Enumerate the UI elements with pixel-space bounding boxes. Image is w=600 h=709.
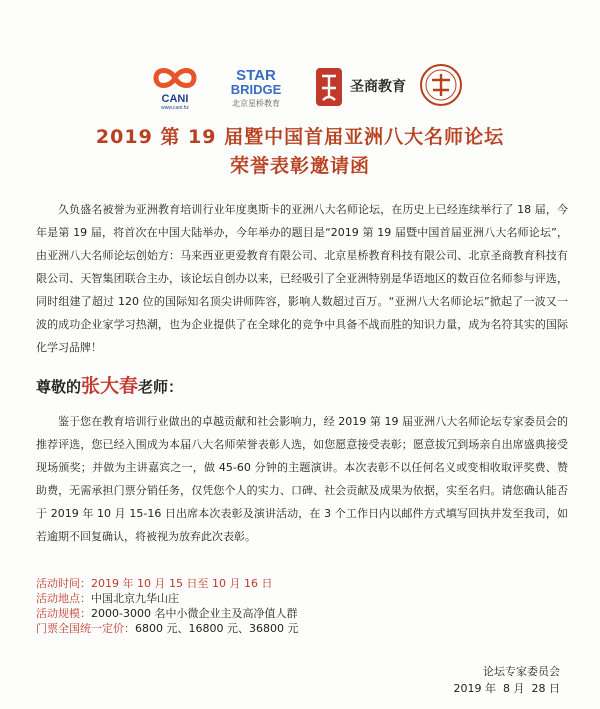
event-ticket-label: 门票全国统一定价： bbox=[36, 622, 135, 635]
event-scale-row bbox=[36, 606, 298, 621]
signature-org: 论坛专家委员会 bbox=[483, 665, 560, 678]
body-paragraph: 鉴于您在教育培训行业做出的卓越贡献和社会影响力，经 2019 第 19 届亚洲八大名师论坛专家委员会的推荐评选，您已经入围成为本届八大名师荣誉表彰人选，如您愿意接受表彰；愿意拔冗到场亲自出席盛典接受现场颁奖；并做为主讲嘉宾之一，做 45-60 分钟的主题演讲。本次表彰不以任何名义或变相收取评奖费、赞助费，无需承担门票分销任务，仅凭您个人的实力、口碑、社会贡献及成果为依据，实至名归。请您确认能否于 2019 年 10 月 15-16 日出席本次表彰及演讲活动，在 3 个工作日内以邮件方式填写回执并发至我司，如若逾期不回复确认，将被视为放弃此次表彰。 bbox=[36, 415, 568, 543]
event-place-label: 活动地点： bbox=[36, 592, 91, 605]
invitation-subtitle: 荣誉表彰邀请函 bbox=[229, 155, 370, 177]
event-scale-value: 2000-3000 名中小微企业主及高净值人群 bbox=[91, 607, 298, 620]
intro-paragraph: 久负盛名被誉为亚洲教育培训行业年度奥斯卡的亚洲八大名师论坛，在历史上已经连续举行了 18 届，今年是第 19 届，将首次在中国大陆举办，今年举办的题目是“2019 第 19 届暨中国首届亚洲八大名师论坛”，由亚洲八大名师论坛创始方：马来西亚更爱教育有限公司、北京星桥教育科技有限公司、北京圣商教育科技有限公司、天智集团联合主办，该论坛自创办以来，已经吸引了全亚洲特别是华语地区的数百位名师参与评选，同时组建了超过 120 位的国际知名顶尖讲师阵容，影响人数超过百万。“亚洲八大名师论坛”掀起了一波又一波的成功企业家学习热潮，也为企业提供了在全球化的竞争中具备不战而胜的知识力量，成为名符其实的国际化学习品牌！ bbox=[36, 203, 568, 354]
shengshang-logo-text: 圣商教育 bbox=[350, 79, 406, 95]
event-scale-label: 活动规模： bbox=[36, 607, 91, 620]
event-place-value: 中国北京九华山庄 bbox=[91, 592, 179, 605]
star-bridge-logo bbox=[218, 64, 294, 110]
emblem-logo bbox=[418, 62, 464, 108]
star-bridge-line2: BRIDGE bbox=[230, 82, 282, 97]
event-ticket-row bbox=[36, 621, 298, 636]
salutation bbox=[36, 371, 183, 398]
event-time-label: 活动时间： bbox=[36, 577, 91, 590]
star-bridge-sub: 北京星桥教育 bbox=[232, 99, 280, 108]
salutation-prefix: 尊敬的 bbox=[36, 378, 82, 396]
event-time-row bbox=[36, 576, 298, 591]
invitation-title: 2019 第 19 届暨中国首届亚洲八大名师论坛 bbox=[95, 126, 505, 148]
shengshang-logo bbox=[314, 62, 414, 112]
recipient-name: 张大春 bbox=[81, 375, 139, 397]
signature-block bbox=[454, 663, 560, 697]
signature-date: 2019 年 8 月 28 日 bbox=[453, 682, 560, 695]
event-details bbox=[36, 576, 298, 636]
cani-logo bbox=[146, 64, 204, 110]
logo-bar bbox=[0, 60, 600, 120]
cani-logo-text: CANI bbox=[161, 93, 189, 105]
salutation-suffix: 老师： bbox=[138, 378, 184, 396]
cani-logo-url: www.cani.hz bbox=[161, 105, 189, 110]
event-place-row bbox=[36, 591, 298, 606]
event-ticket-value: 6800 元、16800 元、36800 元 bbox=[135, 622, 299, 635]
star-bridge-line1: STAR bbox=[236, 67, 276, 84]
emblem-icon bbox=[418, 62, 464, 108]
event-time-value: 2019 年 10 月 15 日至 10 月 16 日 bbox=[91, 577, 273, 590]
infinity-icon bbox=[146, 64, 204, 110]
